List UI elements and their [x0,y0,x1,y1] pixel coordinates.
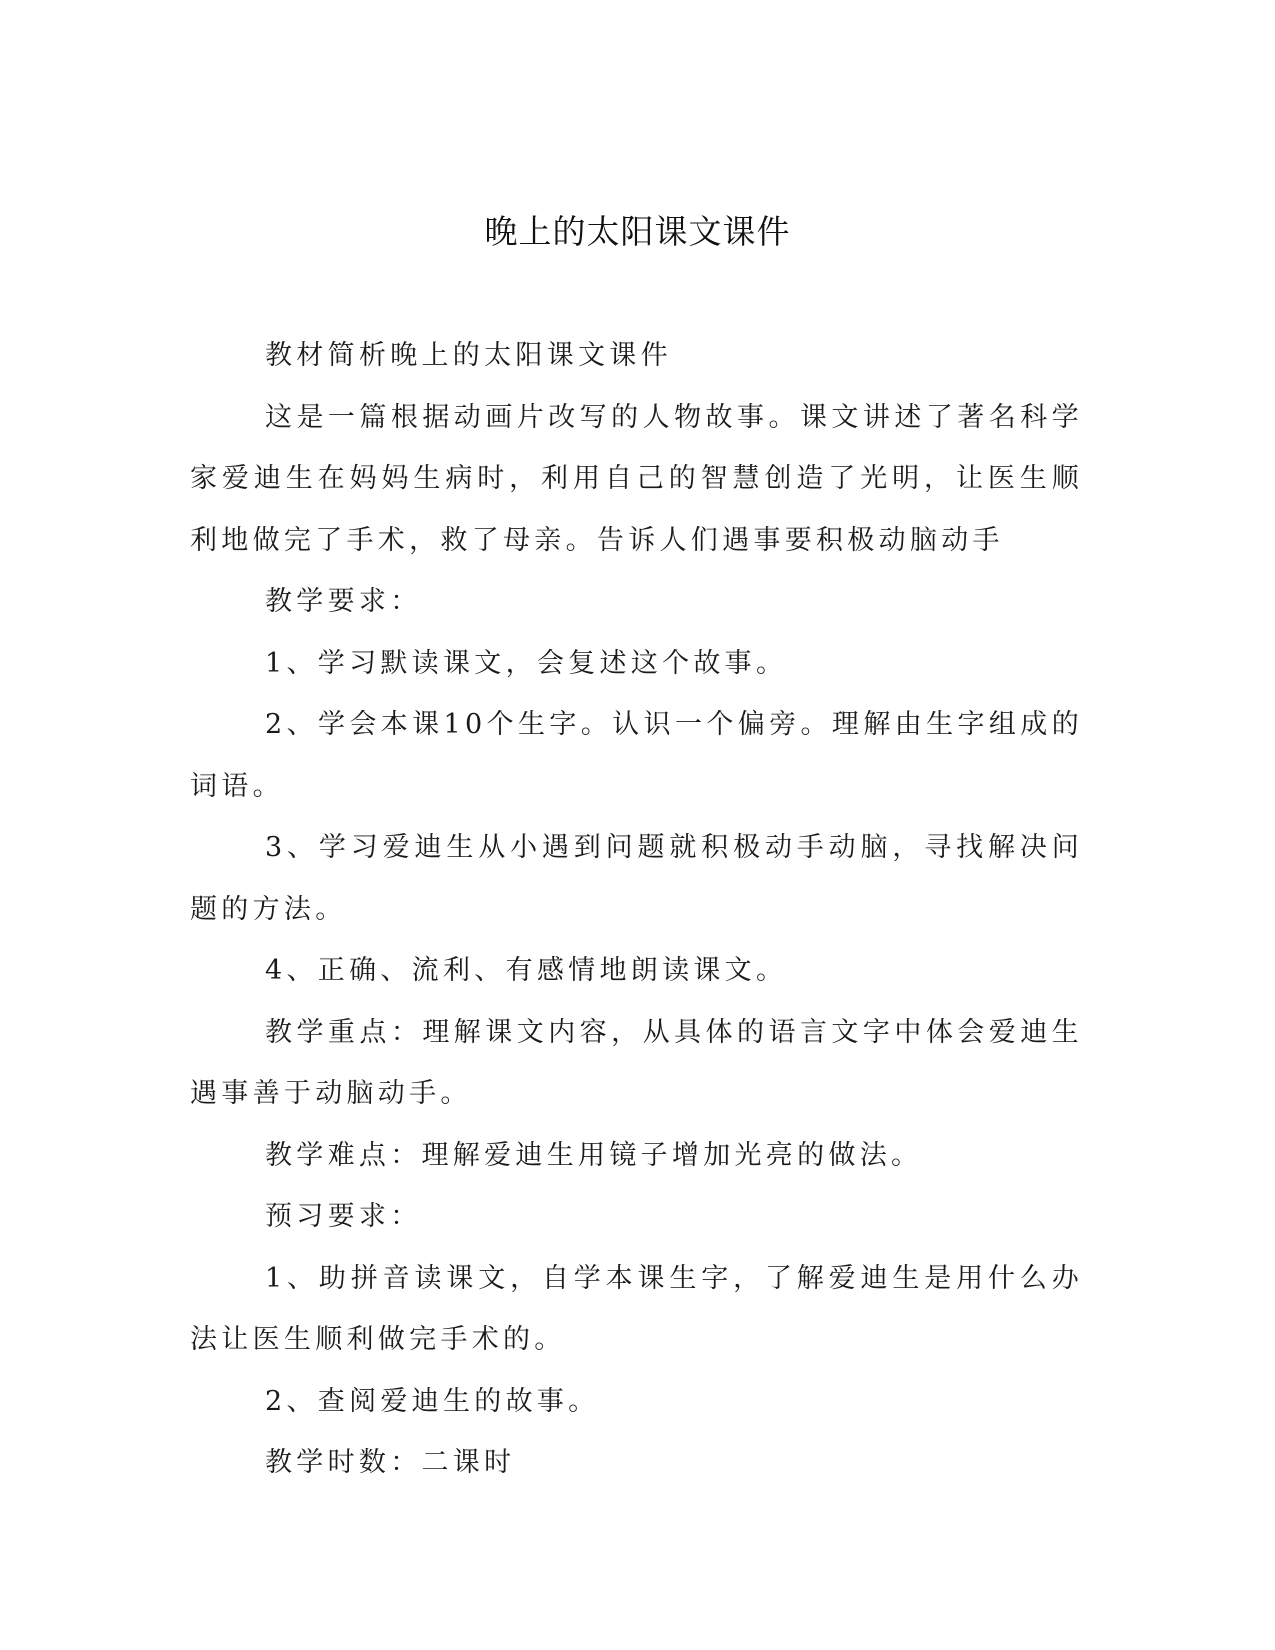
paragraph-preview-requirements-heading: 预习要求： [265,1201,422,1232]
paragraph-preview-2: 2、查阅爱迪生的故事。 [265,1385,600,1417]
paragraph-story-summary: 这是一篇根据动画片改写的人物故事。课文讲述了著名科学家爱迪生在妈妈生病时，利用自己的智慧创造了光明，让医生顺利地做完了手术，救了母亲。告诉人们遇事要积极动脑动手 [190,401,1083,556]
paragraph-material-analysis: 教材简析晚上的太阳课文课件 [265,340,672,371]
paragraph-preview-1: 1、助拼音读课文，自学本课生字，了解爱迪生是用什么办法让医生顺利做完手术的。 [190,1262,1083,1355]
paragraph-requirement-3: 3、学习爱迪生从小遇到问题就积极动手动脑，寻找解决问题的方法。 [190,832,1083,925]
paragraph-teaching-difficulty: 教学难点：理解爱迪生用镜子增加光亮的做法。 [265,1139,923,1171]
paragraph-teaching-requirements-heading: 教学要求： [265,586,422,617]
paragraph-requirement-1: 1、学习默读课文，会复述这个故事。 [265,647,788,679]
paragraph-requirement-4: 4、正确、流利、有感情地朗读课文。 [265,955,788,986]
document-title: 晚上的太阳课文课件 [484,212,791,251]
paragraph-teaching-focus: 教学重点：理解课文内容，从具体的语言文字中体会爱迪生遇事善于动脑动手。 [190,1016,1083,1109]
paragraph-teaching-hours: 教学时数：二课时 [265,1447,516,1478]
document-body [190,325,1083,1494]
paragraph-requirement-2: 2、学会本课10个生字。认识一个偏旁。理解由生字组成的词语。 [190,709,1083,802]
